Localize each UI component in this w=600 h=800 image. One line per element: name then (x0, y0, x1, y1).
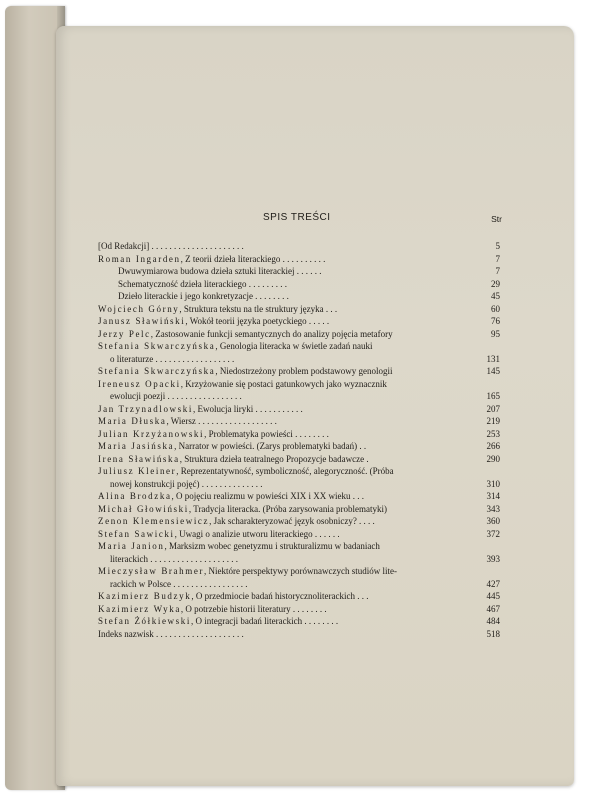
toc-entry-author: Roman Ingarden (98, 253, 181, 264)
toc-entry (98, 540, 500, 565)
toc-entry-title: , Krzyżowanie się postaci gatunkowych jako wyznacznik (180, 378, 387, 389)
toc-entry-title-continued: ewolucji poezji . . . . . . . . . . . . . . . . . (110, 391, 242, 401)
toc-entry-title: Dwuwymiarowa budowa dzieła sztuki literackiej . . . . . . (118, 266, 322, 276)
toc-entry-page-number: 372 (486, 528, 500, 539)
toc-entry-page-number: 266 (486, 441, 500, 451)
toc-entry-author: Julian Krzyżanowski (98, 428, 205, 439)
toc-entry-author: Stefania Skwarczyńska (98, 341, 216, 351)
toc-entry-page-number: 427 (486, 578, 500, 589)
toc-entry-author: Zenon Klemensiewicz (98, 516, 210, 526)
toc-entry (98, 315, 500, 328)
toc-entry-text (98, 265, 472, 278)
toc-entry-title: , Struktura tekstu na tle struktury języka . . . (179, 303, 338, 314)
toc-entry-title: Indeks nazwisk . . . . . . . . . . . . . . . . . . . . (98, 628, 244, 639)
toc-entry-page-number: 76 (491, 316, 500, 326)
toc-entry-text (98, 540, 472, 565)
toc-entry-title: , Genologia literacka w świetle zadań nauki (215, 341, 373, 351)
toc-entry-text (98, 465, 472, 490)
toc-entry-author: Jan Trzynadlowski (98, 403, 193, 414)
toc-entry-page-number: 7 (495, 266, 500, 276)
toc-entry-text (98, 415, 472, 428)
toc-entry-text (98, 290, 472, 303)
toc-entry (98, 590, 500, 603)
toc-entry-author: Michał Głowiński (98, 503, 189, 514)
toc-entry-author: Maria Dłuska (98, 416, 167, 426)
toc-entry-author: Irena Sławińska (98, 453, 180, 464)
toc-entry (98, 303, 500, 316)
toc-entry-title: , O potrzebie historii literatury . . . . . . . . (180, 603, 327, 614)
toc-entry-page-number: 290 (486, 453, 500, 464)
toc-entry-text (98, 515, 472, 528)
toc-entry-text (98, 590, 472, 603)
toc-entry-title-continued: literackich . . . . . . . . . . . . . . . . . . . . (110, 553, 238, 564)
toc-entry-title: , Niektóre perspektywy porównawczych studiów lite- (204, 566, 397, 576)
toc-entry-title-continued: nowej konstrukcji pojęć) . . . . . . . . . . . . . . (110, 478, 263, 489)
toc-entry-author: Alina Brodzka (98, 491, 172, 501)
toc-entry-title: , Uwagi o analizie utworu literackiego . . . . . . (174, 528, 340, 539)
toc-entry (98, 365, 500, 378)
toc-entry-author: Maria Janion (98, 541, 165, 551)
toc-entry-text (98, 365, 472, 378)
toc-header (98, 212, 500, 234)
toc-entry-title: , Wokół teorii języka poetyckiego . . . . . (185, 316, 330, 326)
toc-entry (98, 615, 500, 628)
toc-entry-text (98, 328, 472, 341)
toc-entry-page-number: 45 (491, 291, 500, 301)
toc-entry (98, 528, 500, 541)
toc-entry (98, 265, 500, 278)
toc-entry-text (98, 503, 472, 516)
toc-entry-title: , Wiersz . . . . . . . . . . . . . . . . . . (166, 416, 277, 426)
toc-entry-title: , Narrator w powieści. (Zarys problematyki badań) . . (174, 441, 367, 451)
toc-entry (98, 403, 500, 416)
toc-entry-page-number: 310 (486, 478, 500, 489)
toc-entry (98, 278, 500, 291)
toc-entry (98, 378, 500, 403)
toc-entry-author: Juliusz Kleiner (98, 466, 177, 476)
toc-entry-author: Stefan Sawicki (98, 528, 175, 539)
toc-entry-title: , O integracji badań literackich . . . . . . . . (190, 616, 339, 626)
toc-entry (98, 515, 500, 528)
toc-entry-page-number: 5 (495, 241, 500, 251)
toc-entry-title: , O pojęciu realizmu w powieści XIX i XX wieku . . . (171, 491, 365, 501)
toc-entry-title: Schematyczność dzieła literackiego . . . . . . . . . (118, 278, 287, 289)
toc-entry-page-number: 445 (486, 591, 500, 601)
toc-entry-page-number: 314 (486, 491, 500, 501)
toc-entry-text (98, 428, 472, 441)
toc-entry-title-continued: o literaturze . . . . . . . . . . . . . . . . . . (110, 353, 235, 364)
toc-entry-page-number: 60 (491, 303, 500, 314)
toc-entry-page-number: 360 (486, 516, 500, 526)
toc-entry-author: Mieczysław Brahmer (98, 566, 205, 576)
toc-entry-page-number: 467 (486, 603, 500, 614)
toc-entry-page-number: 253 (486, 428, 500, 439)
toc-entry-text (98, 528, 472, 541)
toc-entry (98, 290, 500, 303)
toc-entry-title: , Marksizm wobec genetyzmu i strukturalizmu w badaniach (164, 541, 380, 551)
toc-entry (98, 340, 500, 365)
toc-entry-page-number: 145 (486, 366, 500, 376)
toc-entry-text (98, 565, 472, 590)
toc-entry-page-number: 484 (486, 616, 500, 626)
toc-entry-text (98, 615, 472, 628)
table-of-contents (98, 212, 500, 640)
toc-entry-author: Kazimierz Budzyk (98, 591, 192, 601)
toc-entry-text (98, 628, 472, 641)
toc-entry-title-continued: rackich w Polsce . . . . . . . . . . . . . . . . . (110, 578, 248, 589)
toc-entry (98, 240, 500, 253)
toc-entry-text (98, 240, 472, 253)
page-column-label: Str (491, 214, 502, 224)
toc-entry-author: Janusz Sławiński (98, 316, 186, 326)
toc-entries (98, 240, 500, 640)
toc-entry-page-number: 207 (486, 403, 500, 414)
toc-entry-text (98, 453, 472, 466)
toc-entry-title: , Problematyka powieści . . . . . . . . (204, 428, 329, 439)
toc-entry-text (98, 315, 472, 328)
toc-entry-title: [Od Redakcji] . . . . . . . . . . . . . . . . . . . . . (98, 241, 244, 251)
toc-entry-title: Dzieło literackie i jego konkretyzacje . . . . . . . . (118, 291, 289, 301)
toc-entry-text (98, 303, 472, 316)
toc-entry-page-number: 219 (486, 416, 500, 426)
toc-entry-text (98, 603, 472, 616)
toc-entry-page-number: 518 (486, 628, 500, 639)
toc-entry-page-number: 393 (486, 553, 500, 564)
toc-entry-title: , Z teorii dzieła literackiego . . . . . . . . . . (180, 253, 326, 264)
toc-entry (98, 628, 500, 641)
toc-entry-author: Wojciech Górny (98, 303, 180, 314)
toc-entry (98, 440, 500, 453)
toc-entry-title: , Zastosowanie funkcji semantycznych do analizy pojęcia metafory (150, 328, 393, 339)
toc-entry-author: Stefania Skwarczyńska (98, 366, 216, 376)
toc-entry-title: , Struktura dzieła teatralnego Propozycje badawcze . (179, 453, 369, 464)
toc-entry-text (98, 403, 472, 416)
toc-entry-title: , Ewolucja liryki . . . . . . . . . . . (192, 403, 303, 414)
toc-entry-text (98, 278, 472, 291)
toc-entry (98, 465, 500, 490)
toc-title: SPIS TREŚCI (263, 212, 331, 223)
toc-entry-text (98, 378, 472, 403)
toc-entry (98, 603, 500, 616)
toc-entry (98, 565, 500, 590)
toc-entry (98, 490, 500, 503)
toc-entry-title: , Jak scharakteryzować język osobniczy? . . . . (209, 516, 375, 526)
toc-entry-title: , O przedmiocie badań historycznoliterackich . . . (191, 591, 369, 601)
toc-entry-author: Ireneusz Opacki (98, 378, 181, 389)
toc-entry (98, 453, 500, 466)
toc-entry-author: Jerzy Pelc (98, 328, 151, 339)
toc-entry-title: , Reprezentatywność, symboliczność, alegoryczność. (Próba (176, 466, 394, 476)
toc-entry-text (98, 340, 472, 365)
toc-entry-author: Stefan Żółkiewski (98, 616, 191, 626)
toc-entry (98, 503, 500, 516)
toc-entry (98, 428, 500, 441)
toc-entry-author: Kazimierz Wyka (98, 603, 181, 614)
toc-entry-text (98, 253, 472, 266)
toc-entry (98, 253, 500, 266)
toc-entry-text (98, 440, 472, 453)
toc-entry-page-number: 131 (486, 353, 500, 364)
toc-entry-page-number: 29 (491, 278, 500, 289)
toc-entry-author: Maria Jasińska (98, 441, 175, 451)
toc-entry (98, 415, 500, 428)
toc-entry-title: , Niedostrzeżony problem podstawowy genologii (215, 366, 393, 376)
toc-entry-page-number: 165 (486, 391, 500, 401)
toc-entry-page-number: 95 (491, 328, 500, 339)
toc-entry (98, 328, 500, 341)
toc-entry-page-number: 7 (495, 253, 500, 264)
toc-entry-title: , Tradycja literacka. (Próba zarysowania problematyki) (188, 503, 388, 514)
toc-entry-text (98, 490, 472, 503)
toc-entry-page-number: 343 (486, 503, 500, 514)
